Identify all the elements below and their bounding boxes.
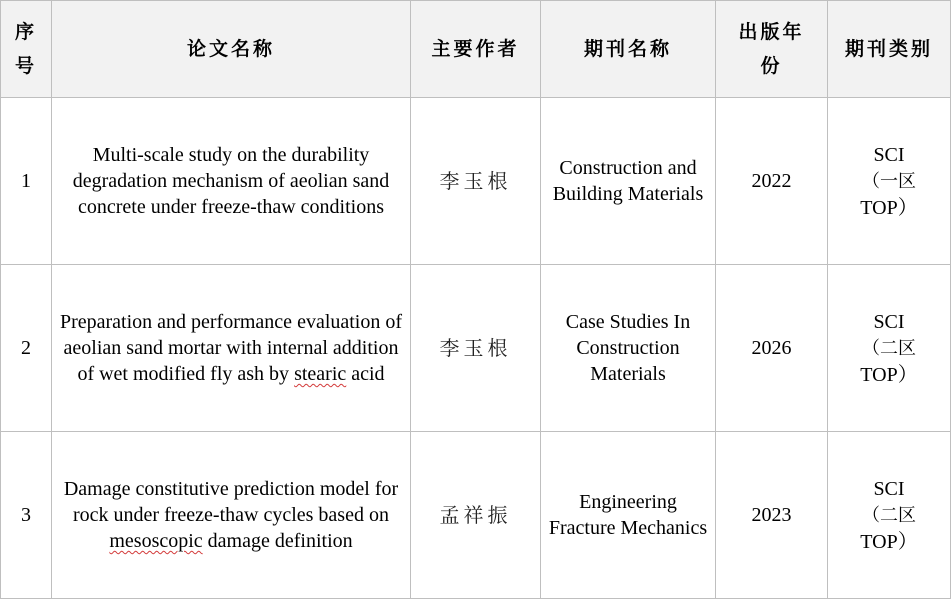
cell-index: 2 <box>1 265 52 432</box>
header-category: 期刊类别 <box>828 1 951 98</box>
table-row <box>1 98 951 265</box>
header-author: 主要作者 <box>411 1 541 98</box>
cell-index: 3 <box>1 432 52 599</box>
cell-category: SCI （二区 TOP） <box>828 432 951 599</box>
cell-index: 1 <box>1 98 52 265</box>
cell-author: 李玉根 <box>411 265 541 432</box>
cell-journal: Engineering Fracture Mechanics <box>541 432 716 599</box>
cell-year: 2026 <box>716 265 828 432</box>
cell-category: SCI （一区 TOP） <box>828 98 951 265</box>
header-journal: 期刊名称 <box>541 1 716 98</box>
cell-journal: Construction and Building Materials <box>541 98 716 265</box>
spellcheck-flagged-word: stearic <box>294 363 347 385</box>
cell-author: 孟祥振 <box>411 432 541 599</box>
cell-year: 2023 <box>716 432 828 599</box>
cell-title: Damage constitutive prediction model for rock under freeze-thaw cycles based on mesoscopic damage definition <box>52 432 411 599</box>
cell-journal: Case Studies In Construction Materials <box>541 265 716 432</box>
cell-title: Multi-scale study on the durability degradation mechanism of aeolian sand concrete under freeze-thaw conditions <box>52 98 411 265</box>
table-row <box>1 432 951 599</box>
header-row <box>1 1 951 98</box>
table-row <box>1 265 951 432</box>
spellcheck-flagged-word: mesoscopic <box>109 530 203 552</box>
cell-year: 2022 <box>716 98 828 265</box>
header-index: 序号 <box>1 1 52 98</box>
cell-author: 李玉根 <box>411 98 541 265</box>
cell-category: SCI （二区 TOP） <box>828 265 951 432</box>
cell-title: Preparation and performance evaluation of aeolian sand mortar with internal addition of wet modified fly ash by stearic acid <box>52 265 411 432</box>
header-title: 论文名称 <box>52 1 411 98</box>
header-year: 出版年 份 <box>716 1 828 98</box>
